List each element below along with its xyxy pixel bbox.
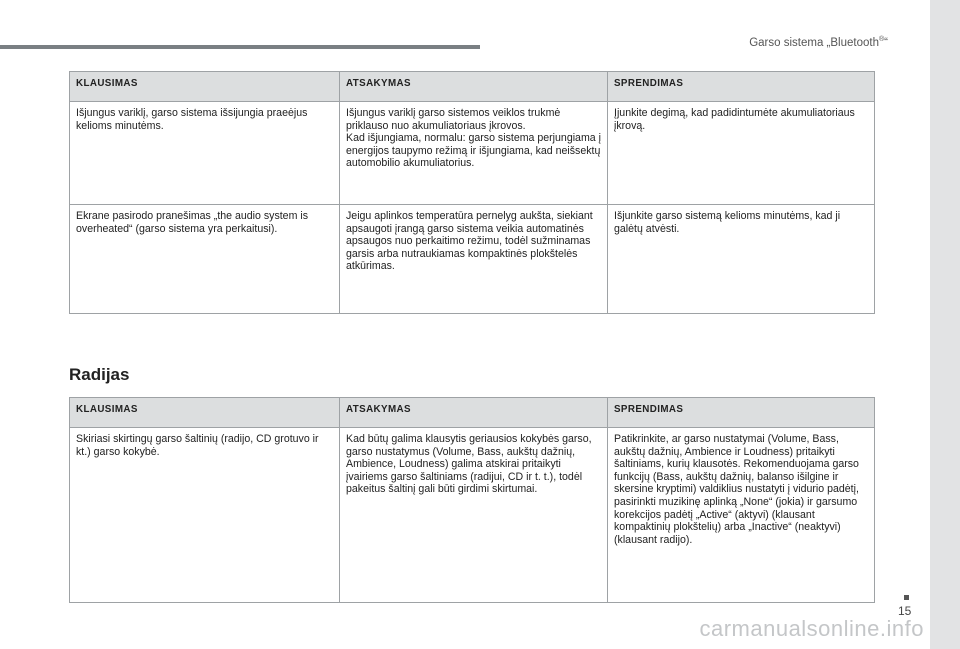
answer-cell: Kad būtų galima klausytis geriausios kokybės garso, garso nustatymus (Volume, Bass, aukštų dažnių, Ambience, Loudness) galima atskirai pritaikyti įvairiems garso šaltiniams (radijui, CD ir t. t.), todėl pakeitus šaltinį gali būti girdimi skirtumai. <box>340 428 608 603</box>
solution-cell: Išjunkite garso sistemą kelioms minutėms, kad ji galėtų atvėsti. <box>608 205 875 314</box>
faq-table-radio <box>69 397 875 603</box>
table-header-row <box>70 72 875 102</box>
question-cell: Ekrane pasirodo pranešimas „the audio system is overheated“ (garso sistema yra perkaitusi). <box>70 205 340 314</box>
table-row <box>70 102 875 205</box>
solution-cell: Patikrinkite, ar garso nustatymai (Volume, Bass, aukštų dažnių, Ambience ir Loudness) pritaikyti šaltiniams, kurių klausotės. Rekomenduojama garso funkcijų (Bass, aukštų dažnių, balanso išilgine ir skersine kryptimi) valdiklius nustatyti į vidurio padėtį, pasirinkti muzikinę aplinką „None“ (jokia) ir garsumo korekcijos padėtį „Active“ (aktyvi) (klausant kompaktinių plokštelių) arba „Inactive“ (neaktyvi) (klausant radijo). <box>608 428 875 603</box>
table-row <box>70 205 875 314</box>
side-strip <box>930 0 960 649</box>
watermark: carmanualsonline.info <box>699 616 924 641</box>
column-header-solution: SPRENDIMAS <box>608 398 875 428</box>
faq-table-general <box>69 71 875 314</box>
answer-cell: Išjungus variklį garso sistemos veiklos trukmė priklauso nuo akumuliatoriaus įkrovos. Kad išjungiama, normalu: garso sistema perjungiama į energijos taupymo režimą ir išjungiama, kad neišsektų automobilio akumuliatorius. <box>340 102 608 205</box>
table-row <box>70 428 875 603</box>
table-header-row <box>70 398 875 428</box>
page-marker <box>904 595 909 600</box>
column-header-answer: ATSAKYMAS <box>340 398 608 428</box>
column-header-answer: ATSAKYMAS <box>340 72 608 102</box>
question-cell: Skiriasi skirtingų garso šaltinių (radijo, CD grotuvo ir kt.) garso kokybė. <box>70 428 340 603</box>
answer-cell: Jeigu aplinkos temperatūra pernelyg aukšta, siekiant apsaugoti įrangą garso sistema veikia automatinės apsaugos nuo perkaitimo režimu, todėl sužminamas garsis arba nutraukiamas kompaktinės plokštelės atkūrimas. <box>340 205 608 314</box>
question-cell: Išjungus variklį, garso sistema išsijungia praeėjus kelioms minutėms. <box>70 102 340 205</box>
column-header-question: KLAUSIMAS <box>70 72 340 102</box>
page-number: 15 <box>898 604 912 618</box>
running-header: Garso sistema „Bluetooth®“ <box>749 36 888 49</box>
column-header-solution: SPRENDIMAS <box>608 72 875 102</box>
solution-cell: Įjunkite degimą, kad padidintumėte akumuliatoriaus įkrovą. <box>608 102 875 205</box>
column-header-question: KLAUSIMAS <box>70 398 340 428</box>
header-rule <box>0 45 480 49</box>
section-title-radio: Radijas <box>69 365 130 384</box>
